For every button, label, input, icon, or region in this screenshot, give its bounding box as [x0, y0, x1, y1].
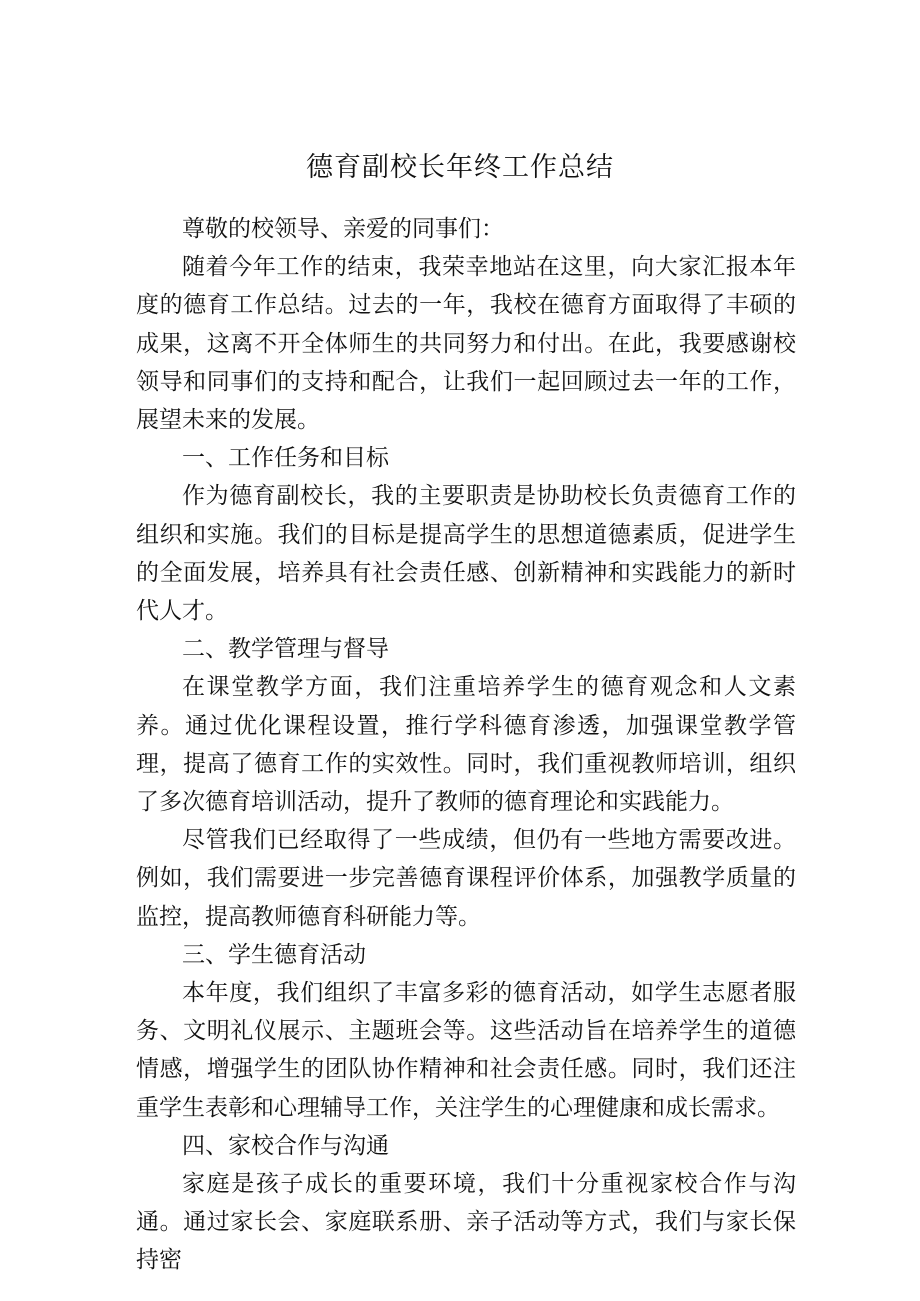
section-heading-1: 一、工作任务和目标 — [182, 445, 389, 472]
paragraph-section-4: 家庭是孩子成长的重要环境，我们十分重视家校合作与沟通。通过家长会、家庭联系册、亲子活动等方式，我们与家长保持密 — [136, 1171, 796, 1274]
paragraph-section-2b: 尽管我们已经取得了一些成绩，但仍有一些地方需要改进。例如，我们需要进一步完善德育课程评价体系，加强教学质量的监控，提高教师德育科研能力等。 — [136, 827, 796, 930]
section-heading-4: 四、家校合作与沟通 — [182, 1132, 389, 1159]
paragraph-section-1: 作为德育副校长，我的主要职责是协助校长负责德育工作的组织和实施。我们的目标是提高学生的思想道德素质，促进学生的全面发展，培养具有社会责任感、创新精神和实践能力的新时代人才。 — [136, 483, 796, 625]
paragraph-intro: 随着今年工作的结束，我荣幸地站在这里，向大家汇报本年度的德育工作总结。过去的一年，我校在德育方面取得了丰硕的成果，这离不开全体师生的共同努力和付出。在此，我要感谢校领导和同事们的支持和配合，让我们一起回顾过去一年的工作，展望未来的发展。 — [136, 254, 796, 434]
document-title: 德育副校长年终工作总结 — [306, 152, 614, 183]
document-body — [136, 210, 796, 1280]
paragraph-section-3: 本年度，我们组织了丰富多彩的德育活动，如学生志愿者服务、文明礼仪展示、主题班会等。这些活动旨在培养学生的道德情感，增强学生的团队协作精神和社会责任感。同时，我们还注重学生表彰和心理辅导工作，关注学生的心理健康和成长需求。 — [136, 980, 796, 1121]
section-heading-3: 三、学生德育活动 — [182, 941, 366, 968]
section-heading-2: 二、教学管理与督导 — [182, 636, 389, 663]
paragraph-section-2a: 在课堂教学方面，我们注重培养学生的德育观念和人文素养。通过优化课程设置，推行学科德育渗透，加强课堂教学管理，提高了德育工作的实效性。同时，我们重视教师培训，组织了多次德育培训活动，提升了教师的德育理论和实践能力。 — [136, 674, 796, 816]
paragraph-greeting: 尊敬的校领导、亲爱的同事们： — [182, 216, 504, 242]
